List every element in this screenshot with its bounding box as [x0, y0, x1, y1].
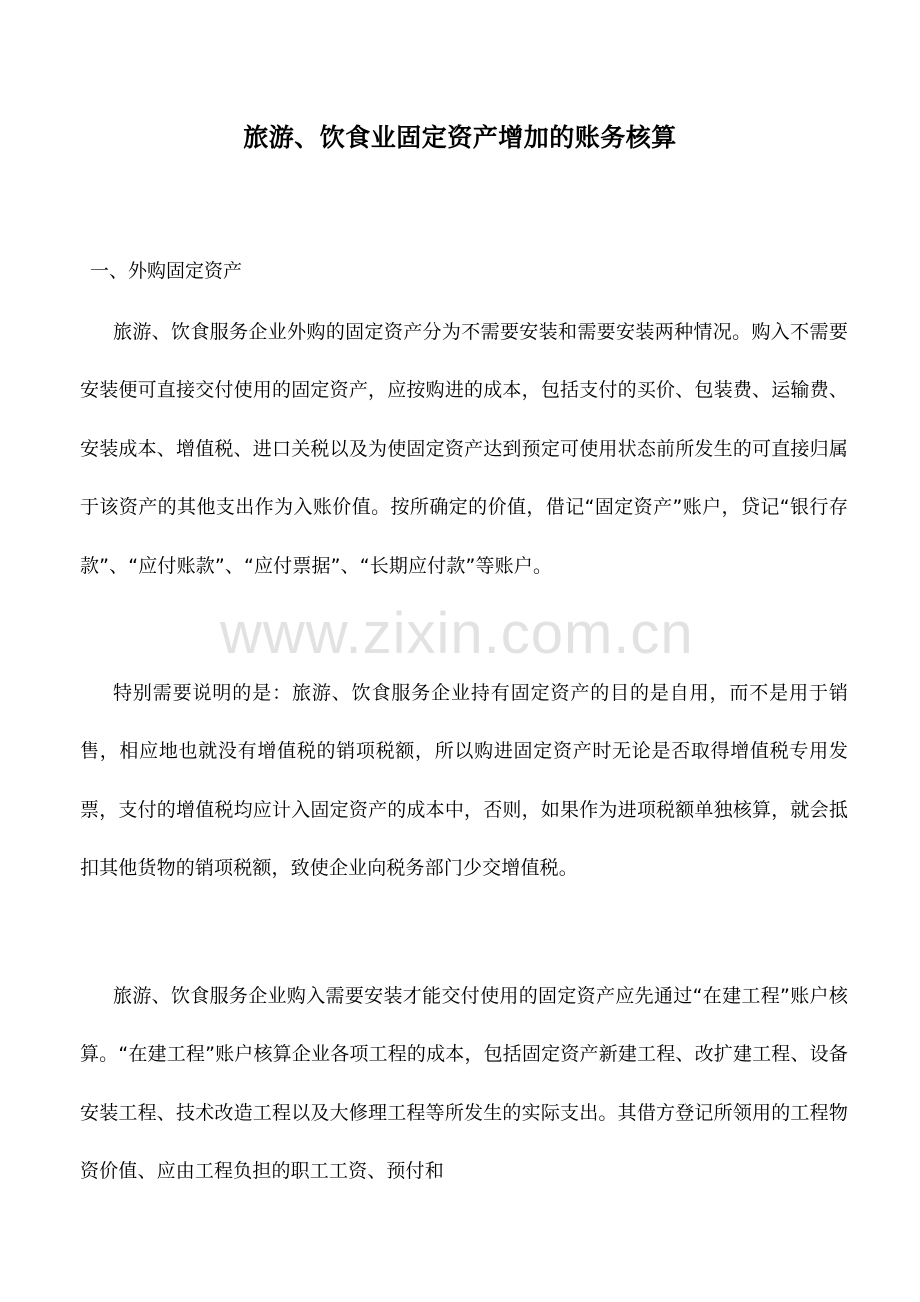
- section-heading: 一、外购固定资产: [90, 260, 243, 282]
- paragraph-3: 旅游、饮食服务企业购入需要安装才能交付使用的固定资产应先通过“在建工程”账户核算。“在建工程”账户核算企业各项工程的成本，包括固定资产新建工程、改扩建工程、设备安装工程、技术改造工程以及大修理工程等所发生的实际支出。其借方登记所领用的工程物资价值、应由工程负担的职工工资、预付和: [80, 985, 848, 1183]
- paragraph-2: 特别需要说明的是：旅游、饮食服务企业持有固定资产的目的是自用，而不是用于销售，相应地也就没有增值税的销项税额，所以购进固定资产时无论是否取得增值税专用发票，支付的增值税均应计入固定资产的成本中，否则，如果作为进项税额单独核算，就会抵扣其他货物的销项税额，致使企业向税务部门少交增值税。: [80, 682, 848, 880]
- paragraph-1: 旅游、饮食服务企业外购的固定资产分为不需要安装和需要安装两种情况。购入不需要安装便可直接交付使用的固定资产，应按购进的成本，包括支付的买价、包装费、运输费、安装成本、增值税、进口关税以及为使固定资产达到预定可使用状态前所发生的可直接归属于该资产的其他支出作为入账价值。按所确定的价值，借记“固定资产”账户，贷记“银行存款”、“应付账款”、“应付票据”、“长期应付款”等账户。: [80, 321, 848, 577]
- watermark: www.zixin.com.cn: [220, 601, 694, 666]
- document-title: 旅游、饮食业固定资产增加的账务核算: [243, 123, 677, 152]
